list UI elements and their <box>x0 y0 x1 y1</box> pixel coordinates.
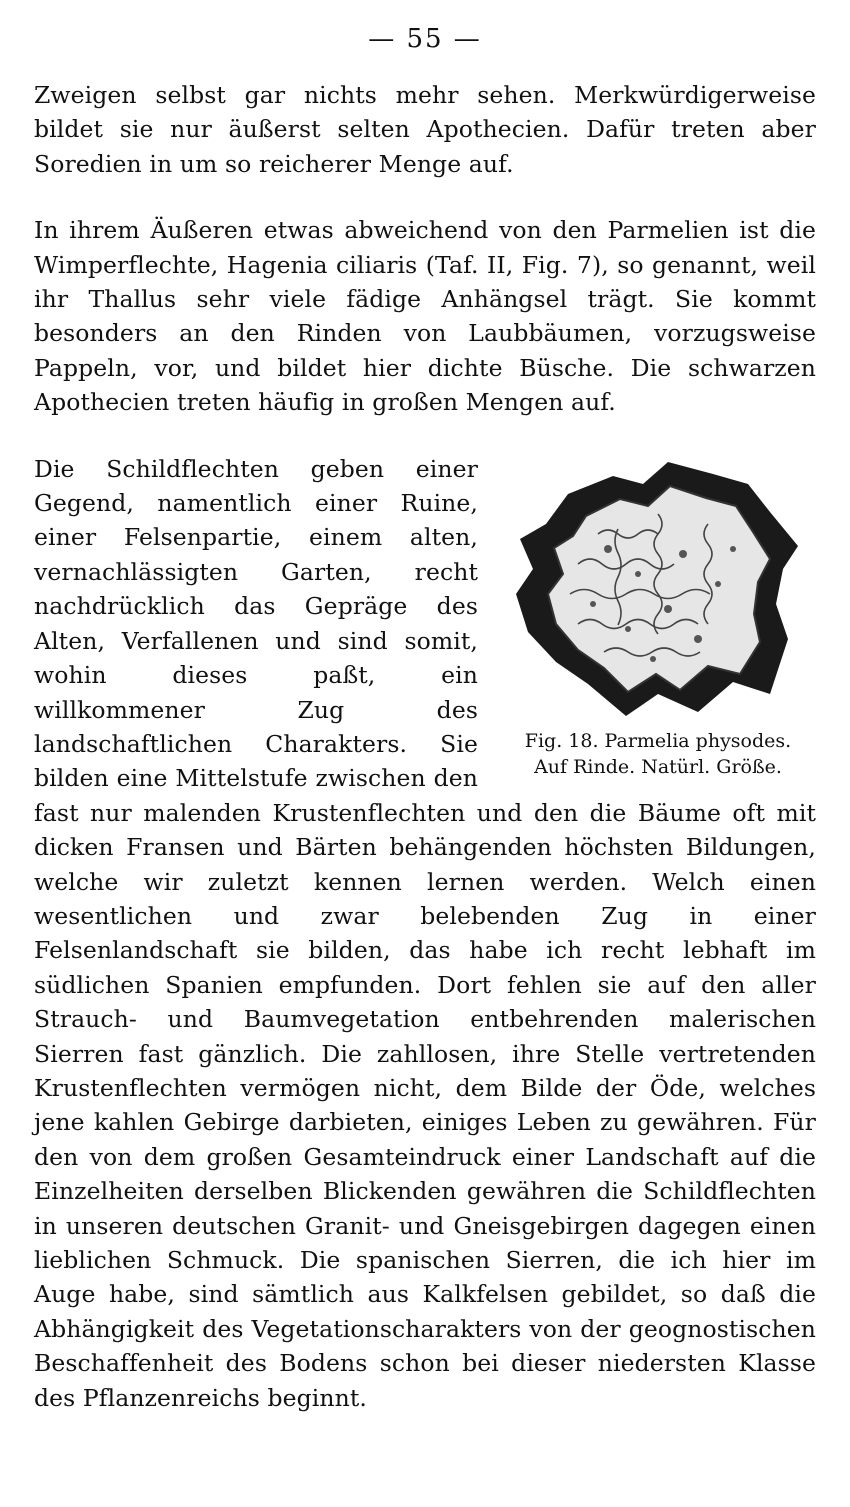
caption-line-1: Fig. 18. Parmelia physodes. <box>524 729 792 752</box>
lichen-illustration <box>508 454 808 722</box>
caption-line-2: Auf Rinde. Natürl. Größe. <box>534 755 782 778</box>
figure-18 <box>500 454 816 780</box>
paragraph-1: Zweigen selbst gar nichts mehr sehen. Merkwürdigerweise bildet sie nur äußerst selten Apothecien. Dafür treten aber Soredien in um so reicherer Menge auf. <box>34 81 816 178</box>
paragraph-3: Die Schildflechten geben einer Gegend, namentlich einer Ruine, einer Felsenpartie, einem alten, vernachlässigten Garten, recht nachdrücklich das Gepräge des Alten, Verfallenen und sind somit, wohin dieses paßt, ein willkommener Zug des landschaftlichen Charakters. Sie bilden eine Mittelstufe zwischen den fast nur malenden Krustenflechten und den die Bäume oft mit dicken Fransen und Bärten behängenden höchsten Bildungen, welche wir zuletzt kennen lernen werden. Welch einen wesentlichen und zwar belebenden Zug in einer Felsenlandschaft sie bilden, das habe ich recht lebhaft im südlichen Spanien empfunden. Dort fehlen sie auf den aller Strauch- und Baumvegetation entbehrenden malerischen Sierren fast gänzlich. Die zahllosen, ihre Stelle vertretenden Krustenflechten vermögen nicht, dem Bilde der Öde, welches jene kahlen Gebirge darbieten, einiges Leben zu gewähren. Für den von dem großen Gesamteindruck einer Landschaft auf die Einzelheiten derselben Blickenden gewähren die Schildflechten in unseren deutschen Granit- und Gneisgebirgen dagegen einen lieblichen Schmuck. Die spanischen Sierren, die ich hier im Auge habe, sind sämtlich aus Kalkfelsen gebildet, so daß die Abhängigkeit des Vegetationscharakters von der geognostischen Beschaffenheit des Bodens schon bei dieser niedersten Klasse des Pflanzenreichs beginnt. <box>34 454 816 1412</box>
figure-caption <box>500 728 816 780</box>
page-number: — 55 — <box>368 24 482 54</box>
paragraph-gap <box>34 181 816 213</box>
paragraph-2: In ihrem Äußeren etwas abweichend von den Parmelien ist die Wimperflechte, Hagenia ciliaris (Taf. II, Fig. 7), so genannt, weil ihr Thallus sehr viele fädige Anhängsel trägt. Sie kommt besonders an den Rinden von Laubbäumen, vorzugsweise Pappeln, vor, und bildet hier dichte Büsche. Die schwarzen Apothecien treten häufig in großen Mengen auf. <box>34 216 816 417</box>
page <box>34 22 816 1415</box>
paragraph-gap <box>34 420 816 452</box>
